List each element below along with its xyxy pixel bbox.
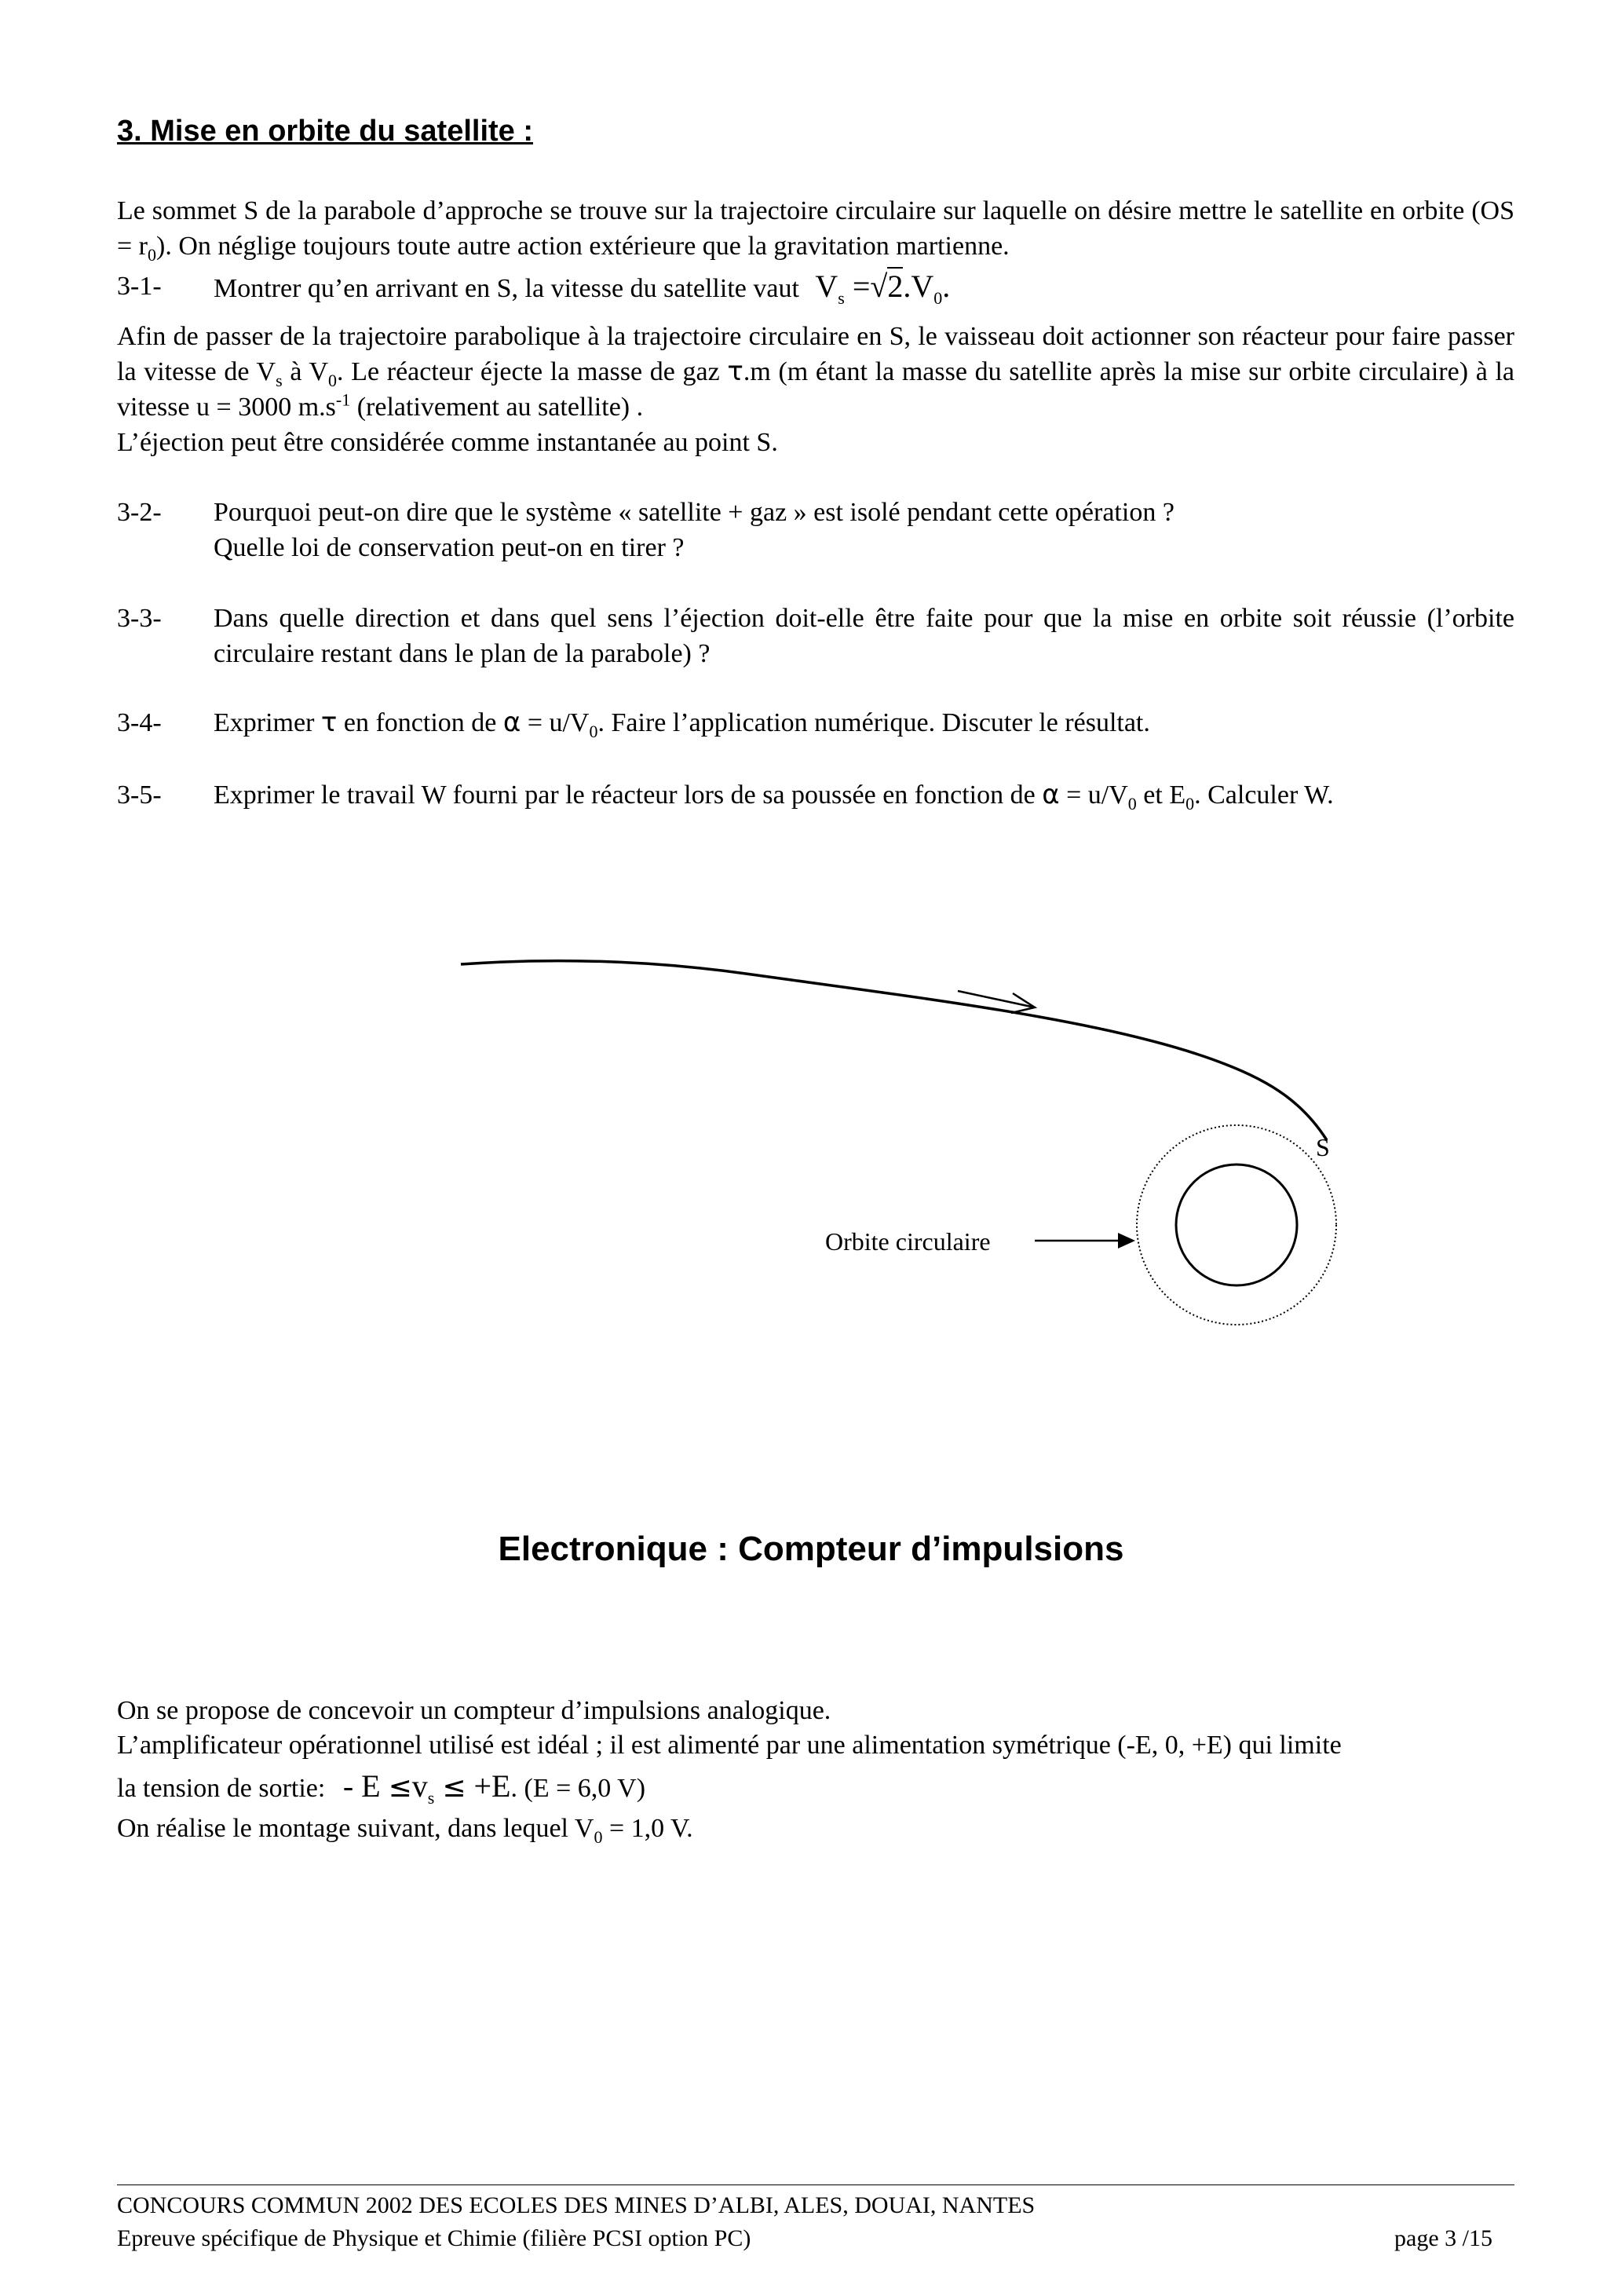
question-3-3-number: 3-3-: [117, 604, 162, 633]
page-number: page 3 /15: [1394, 2225, 1492, 2251]
footer-line2: Epreuve spécifique de Physique et Chimie (filière PCSI option PC): [117, 2225, 751, 2251]
question-3-4: Exprimer τ en fonction de $\alpha = u/V_0$. Faire l’application numérique. Discuter le résultat.: [214, 707, 1150, 741]
electronique-line1: On se propose de concevoir un compteur d’impulsions analogique.: [117, 1696, 831, 1725]
formula-vs: $V_s =√2.V_0$.: [815, 269, 951, 308]
question-3-5-number: 3-5-: [117, 781, 162, 810]
footer-line1: CONCOURS COMMUN 2002 DES ECOLES DES MINES D’ALBI, ALES, DOUAI, NANTES: [117, 2192, 1036, 2218]
parabolic-trajectory: [461, 961, 1327, 1140]
footer-rule: [117, 2184, 1514, 2185]
electronique-title: Electronique : Compteur d’impulsions: [498, 1530, 1124, 1568]
question-3-4-number: 3-4-: [117, 708, 162, 737]
formula-vs-range: - $E \le v_s \le +E$: [342, 1768, 511, 1808]
electronique-line2: L’amplificateur opérationnel utilisé est idéal ; il est alimenté par une alimentation symétrique (-E, 0, +E) qui limite: [117, 1731, 1342, 1760]
orbit-label: Orbite circulaire: [825, 1227, 991, 1256]
electronique-line4: On réalise le montage suivant, dans lequel $V_0 = 1,0$ V.: [117, 1814, 693, 1847]
orbit-dotted-circle: [1137, 1125, 1336, 1325]
paragraph-instantaneous: L’éjection peut être considérée comme instantanée au point S.: [117, 428, 778, 457]
question-3-2-line2: Quelle loi de conservation peut-on en tirer ?: [214, 533, 685, 562]
question-3-1-number: 3-1-: [117, 272, 162, 301]
intro-paragraph: Le sommet S de la parabole d’approche se trouve sur la trajectoire circulaire sur laquelle on désire mettre le satellite en orbite $(OS = r_0)$. On néglige toujours toute autre action extérieure que la gravitation martienne.: [117, 196, 1514, 265]
question-3-2-number: 3-2-: [117, 498, 162, 527]
planet-circle: [1176, 1164, 1297, 1285]
point-s-label: S: [1316, 1133, 1330, 1161]
question-3-5: Exprimer le travail W fourni par le réacteur lors de sa poussée en fonction de $\alpha = u/V_0$ et $E_0$. Calculer W.: [214, 779, 1334, 813]
electronique-line3: la tension de sortie: - $E \le v_s \le +E$. (E = 6,0 V): [117, 1768, 646, 1808]
section-title: 3. Mise en orbite du satellite :: [117, 115, 534, 148]
paragraph-ejection: Afin de passer de la trajectoire parabolique à la trajectoire circulaire en S, le vaisseau doit actionner son réacteur pour faire passer la vitesse de $V_s$ à $V_0$. Le réacteur éjecte la masse de gaz τ.m (m étant la masse du satellite après la mise sur orbite circulaire) à la vitesse u = 3000 $m.s^{-1}$ (relativement au satellite) .: [117, 322, 1514, 422]
orbit-pointer-arrow-icon: [1035, 1233, 1135, 1249]
question-3-2-line1: Pourquoi peut-on dire que le système « satellite + gaz » est isolé pendant cette opération ?: [214, 498, 1174, 527]
question-3-3: Dans quelle direction et dans quel sens l’éjection doit-elle être faite pour que la mise en orbite soit réussie (l’orbite circulaire restant dans le plan de la parabole) ?: [214, 604, 1514, 668]
question-3-1: Montrer qu’en arrivant en S, la vitesse du satellite vaut $V_s =√2.V_0$.: [214, 269, 951, 308]
